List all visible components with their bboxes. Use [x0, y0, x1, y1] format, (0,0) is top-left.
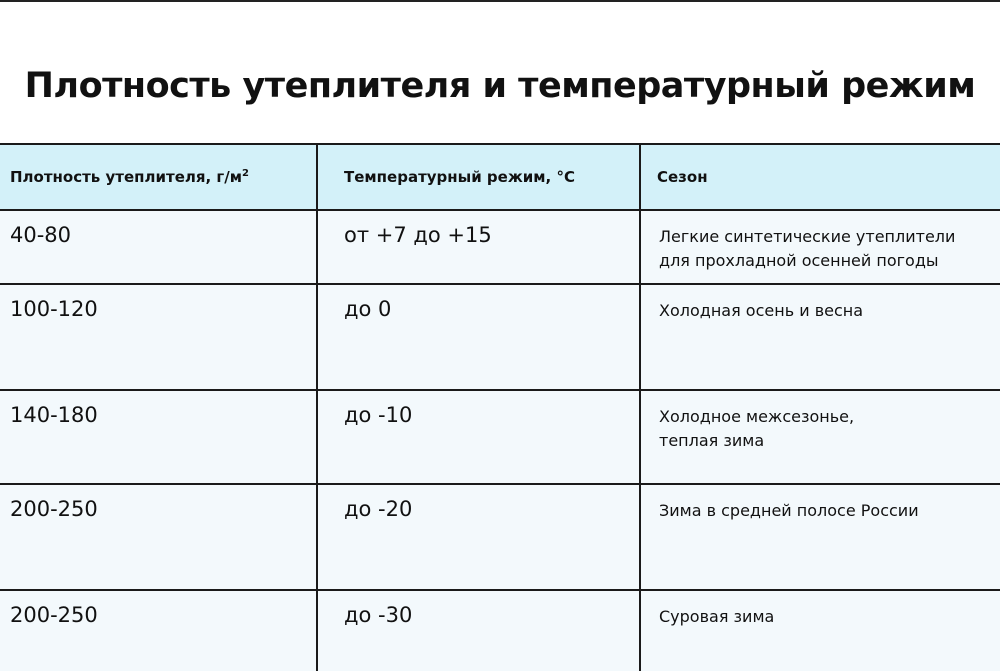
temperature-value: до -10: [344, 403, 413, 427]
season-value: [641, 485, 1000, 523]
temperature-cell: [317, 390, 640, 484]
temperature-cell: [317, 484, 640, 590]
density-cell: [0, 390, 317, 484]
density-cell: [0, 590, 317, 671]
insulation-table: [0, 143, 1000, 671]
season-line-2: для прохладной осенней погоды: [659, 251, 939, 270]
table-row: [0, 210, 1000, 284]
temperature-value: до 0: [344, 297, 392, 321]
season-line-2: теплая зима: [659, 431, 765, 450]
table-header-row: [0, 144, 1000, 210]
temperature-value: от +7 до +15: [344, 223, 492, 247]
temperature-cell: [317, 590, 640, 671]
density-cell: [0, 484, 317, 590]
density-cell: [0, 284, 317, 390]
insulation-table-container: [0, 143, 1000, 667]
temperature-value: до -20: [344, 497, 413, 521]
table-row: [0, 484, 1000, 590]
season-cell: [640, 210, 1000, 284]
table-row: [0, 590, 1000, 671]
header-season-label: Сезон: [657, 168, 708, 186]
season-cell: [640, 284, 1000, 390]
header-season: [640, 144, 1000, 210]
density-value: 140-180: [10, 403, 98, 427]
season-line-1: Холодная осень и весна: [659, 301, 864, 320]
season-value: [641, 591, 1000, 629]
season-value: [641, 211, 1000, 273]
table-row: [0, 390, 1000, 484]
season-line-1: Холодное межсезонье,: [659, 407, 855, 426]
density-cell: [0, 210, 317, 284]
page-title: Плотность утеплителя и температурный режим: [24, 66, 976, 106]
density-value: 40-80: [10, 223, 72, 247]
season-line-1: Суровая зима: [659, 607, 775, 626]
header-density-label: Плотность утеплителя, г/м: [10, 168, 242, 186]
season-cell: [640, 390, 1000, 484]
header-temperature: [317, 144, 640, 210]
header-density-superscript: 2: [242, 168, 249, 179]
season-value: [641, 285, 1000, 323]
temperature-value: до -30: [344, 603, 413, 627]
season-value: [641, 391, 1000, 453]
temperature-cell: [317, 284, 640, 390]
density-value: 100-120: [10, 297, 98, 321]
header-density: [0, 144, 317, 210]
temperature-cell: [317, 210, 640, 284]
top-border-line: [0, 0, 1000, 2]
season-line-1: Зима в средней полосе России: [659, 501, 919, 520]
header-temperature-label: Температурный режим, °С: [344, 168, 575, 186]
season-cell: [640, 590, 1000, 671]
season-line-1: Легкие синтетические утеплители: [659, 227, 956, 246]
density-value: 200-250: [10, 497, 98, 521]
density-value: 200-250: [10, 603, 98, 627]
season-cell: [640, 484, 1000, 590]
table-row: [0, 284, 1000, 390]
